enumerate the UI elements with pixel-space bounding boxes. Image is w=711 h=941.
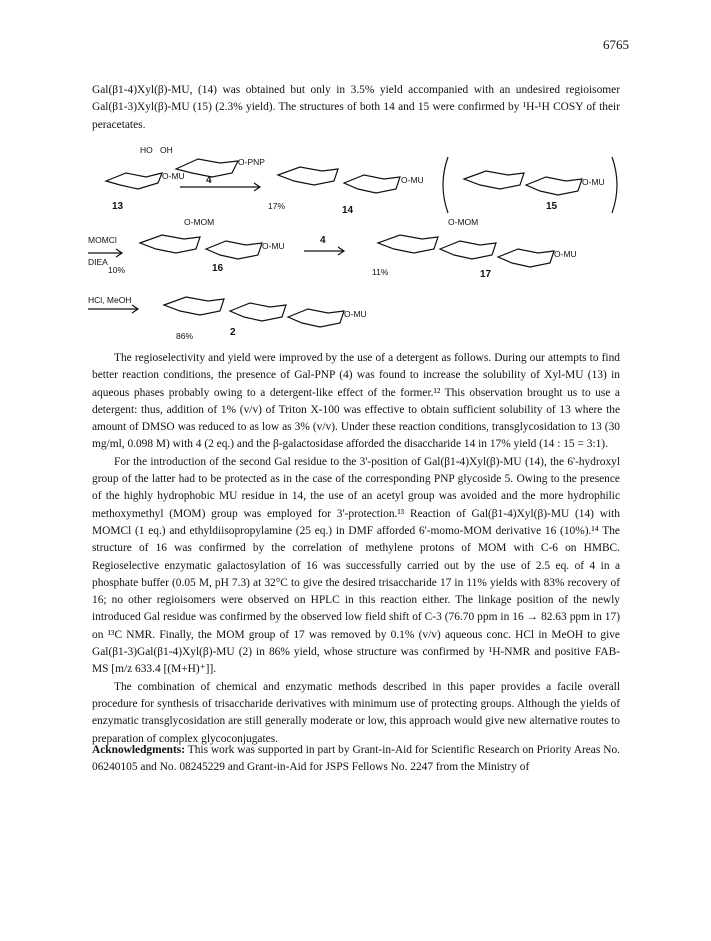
- yield-17: 11%: [372, 267, 389, 277]
- intro-text: Gal(β1-4)Xyl(β)-MU, (14) was obtained but only in 3.5% yield accompanied with an undesired regioisomer Gal(β1-3)Xyl(β)-MU (15) (2.3% yield). The structures of both 14 and 15 were confirmed by ¹H-¹H COSY of their peracetates.: [92, 84, 620, 131]
- o-pnp-label: O-PNP: [238, 157, 265, 167]
- momcl-label: MOMCl: [88, 235, 117, 245]
- compound-17-label: 17: [480, 269, 492, 280]
- yield-16: 10%: [108, 265, 126, 275]
- compound-2-label: 2: [230, 327, 236, 338]
- reagent-4-label: 4: [206, 175, 212, 186]
- scheme-drawing: [88, 143, 628, 343]
- o-mu-label-2: O-MU: [344, 309, 367, 319]
- o-mu-label-16: O-MU: [262, 241, 285, 251]
- o-mu-label-14: O-MU: [401, 175, 424, 185]
- acknowledgments-heading: Acknowledgments:: [92, 744, 186, 756]
- paragraph-3: The combination of chemical and enzymatic methods described in this paper provides a facile overall procedure for synthesis of trisaccharide derivatives with minimum use of protecting groups. Although the yields of enzymatic transglycosidation are still generally moderate or low, this approach would give new alternative routes to preparation of complex glycoconjugates.: [92, 680, 620, 745]
- page-number: 6765: [603, 37, 629, 52]
- reaction-scheme: [88, 143, 628, 343]
- compound-14-label: 14: [342, 205, 354, 216]
- ho-label: HO: [140, 145, 153, 155]
- o-mu-label: O-MU: [162, 171, 185, 181]
- hcl-meoh-label: HCl, MeOH: [88, 295, 132, 305]
- compound-16-label: 16: [212, 263, 224, 274]
- acknowledgments-text: This work was supported in part by Grant-in-Aid for Scientific Research on Priority Areas No. 06240105 and No. 08245229 and Grant-in-Aid for JSPS Fellows No. 2247 from the Ministry of: [92, 744, 620, 774]
- o-mom-label-17: O-MOM: [448, 217, 479, 227]
- yield-14: 17%: [268, 201, 286, 211]
- intro-paragraph: [92, 82, 620, 134]
- compound-13-label: 13: [112, 201, 124, 212]
- o-mom-label: O-MOM: [184, 217, 215, 227]
- acknowledgments-paragraph: [92, 742, 620, 777]
- main-body: [92, 350, 620, 748]
- oh-label: OH: [160, 145, 173, 155]
- reagent-4b-label: 4: [320, 235, 326, 246]
- o-mu-label-15: O-MU: [582, 177, 605, 187]
- yield-2: 86%: [176, 331, 194, 341]
- paragraph-1: The regioselectivity and yield were improved by the use of a detergent as follows. During our attempts to find better reaction conditions, the presence of Gal-PNP (4) was found to increase the solubility of Xyl-MU (13) in aqueous phases probably owing to a detergent-like effect of the former.¹² This observation brought us to use a detergent: thus, addition of 1% (v/v) of Triton X-100 was effective to obtain sufficient solubility of 13 where the amount of DMSO was reduced to as low as 3% (v/v). Under these reaction conditions, transglycosidation to 13 (30 mg/ml, 0.098 M) with 4 (2 eq.) and the β-galactosidase afforded the disaccharide 14 in 17% yield (14 : 15 = 3:1).: [92, 352, 620, 451]
- compound-15-label: 15: [546, 201, 558, 212]
- diea-label: DIEA: [88, 257, 108, 267]
- paragraph-2: For the introduction of the second Gal residue to the 3'-position of Gal(β1-4)Xyl(β)-MU (14), the 6'-hydroxyl group of the latter had to be protected as in the case of the corresponding PNP glycoside 5. Owing to the presence of the highly hydrophobic MU residue in 14, the use of an acetyl group was avoided and the more hydrophilic methoxymethyl (MOM) group was employed for 3'-protection.¹³ Reaction of Gal(β1-4)Xyl(β)-MU (14) with MOMCl (1 eq.) and ethyldiisopropylamine (25 eq.) in DMF afforded 6'-momo-MOM derivative 16 (10%).¹⁴ The structure of 16 was confirmed by the correlation of methylene protons of MOM with C-6 on HMBC. Regioselective enzymatic galactosylation of 16 was successfully carried out by the use of 2.5 eq. of 4 in a phosphate buffer (0.05 M, pH 7.3) at 32°C to give the desired trisaccharide 17 in 11% yields with 83% recovery of 16; no other regioisomers were observed on HPLC in this reaction either. The linkage position of the newly introduced Gal residue was confirmed by the observed low field shift of C-3 (76.70 ppm in 16 → 82.63 ppm in 17) on ¹³C NMR. Finally, the MOM group of 17 was removed by 0.1% (v/v) aqueous conc. HCl in MeOH to give Gal(β1-3)Gal(β1-4)Xyl(β)-MU (2) in 86% yield, whose structure was confirmed by ¹H-NMR and positive FAB-MS [m/z 633.4 [(M+H)⁺]].: [92, 455, 620, 676]
- acknowledgments-section: [92, 742, 620, 777]
- o-mu-label-17: O-MU: [554, 249, 577, 259]
